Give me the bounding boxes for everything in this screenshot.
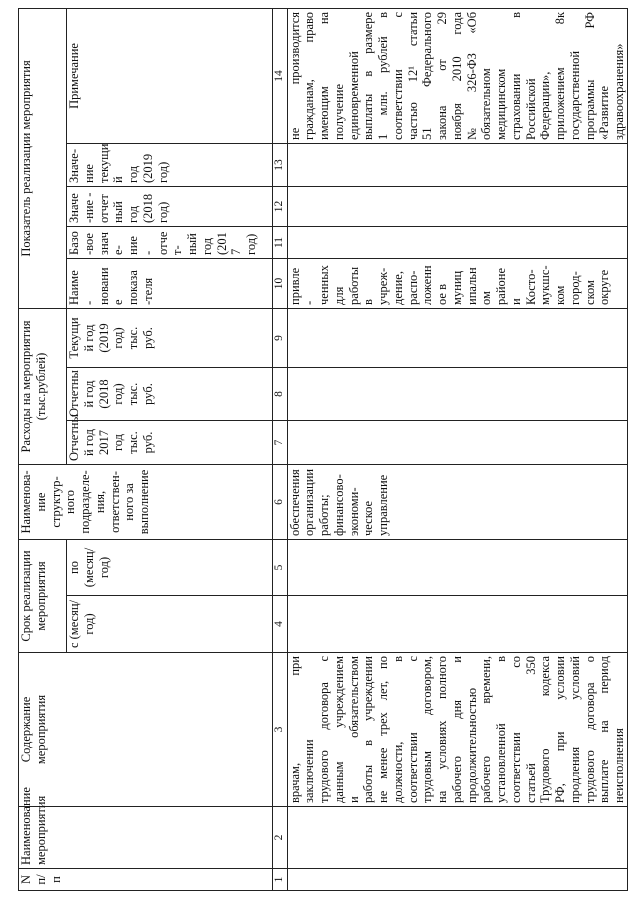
text-line: й год [81,324,96,352]
text-line: -теля [140,277,155,305]
column-number: 7 [273,420,288,464]
header-indicator-name-text [67,262,156,305]
text-line: ческое [361,500,376,536]
text-line: год) [111,327,126,349]
text-line: «Развитие [597,86,612,140]
text-line: -ние - [81,192,96,223]
text-line: (2018 [96,379,111,409]
header-value-2019-text [67,143,170,183]
cell-value-2018 [287,186,627,226]
cell-base-value [287,226,627,258]
text-line: работы в учреждении [361,656,376,803]
header-expenses-text [19,312,49,461]
text-line: Наиме [67,270,81,305]
text-line: тыс. [126,431,140,454]
cell-value-2019 [287,143,627,186]
text-line: е [111,299,126,305]
text-line: ком [553,285,568,305]
cell-responsible-unit-text [288,468,391,536]
text-line: Расходы на мероприятия [19,320,33,453]
text-line: учреж- [376,267,391,305]
text-line: статьей 350 [523,656,538,803]
header-implementation-term-text [19,543,49,649]
cell-expense-2018 [287,367,627,420]
text-line: знач [96,232,111,255]
text-line: с (месяц/ [67,599,81,649]
header-indicator-name [67,258,273,308]
column-number: 2 [273,807,288,869]
text-line: округе [597,269,612,305]
text-line: ое в [435,284,450,305]
text-line: -вое [81,233,96,255]
text-line: и обязательством [346,656,361,803]
text-line: финансово- [331,474,346,536]
text-line: (201 [214,232,229,255]
text-line: год) [244,233,258,255]
header-expense-2017 [67,414,273,464]
text-line: структур- [48,476,63,528]
text-line: здравоохранения» [612,43,627,140]
cell-expense-2019 [287,308,627,367]
header-expense-2017-text [67,414,156,461]
cell-expense-2017 [287,420,627,464]
text-line: й год [81,380,96,408]
text-line: муниц [449,270,464,305]
text-line: РФ, при условии [553,656,568,803]
text-line: на условиях полного [435,656,450,803]
text-line: мероприятия [33,694,48,765]
text-line: неисполнения [612,728,627,803]
text-line: рабочего времени, [479,656,494,803]
text-line: Наименование [19,787,33,865]
text-line: показа [126,270,140,305]
text-line: закона от 29 [435,11,450,140]
text-line: мукшс- [538,265,553,305]
text-line: выплате на период [597,656,612,803]
header-expense-2019 [67,308,273,367]
cell-number [287,869,627,891]
cell-note-text [288,12,627,140]
header-implementation-term [19,539,67,652]
text-line: ный [185,233,199,255]
text-line: Текущи [67,317,81,359]
text-line: Российской [523,78,538,140]
header-number-text [19,872,63,887]
header-indicator [19,8,67,308]
cell-measure-content-text [288,656,627,803]
column-number-row [273,8,288,890]
text-line: ние [126,236,140,255]
text-line: город- [567,271,582,305]
text-line: ском [582,280,597,305]
header-responsible-unit [19,464,273,539]
text-line: ченных [317,265,332,305]
text-line: е- [111,245,126,255]
text-line: Примечание [67,43,81,109]
text-line: подразделе- [78,470,92,534]
text-line: N [19,874,33,885]
text-line: ложенн [420,265,435,305]
column-number: 1 [273,869,288,891]
text-line: районе [494,268,509,305]
text-line: ние [33,492,48,512]
text-line: ного [63,489,78,514]
header-measure-content [19,653,273,807]
column-number: 10 [273,258,288,308]
text-line: работы; [317,494,332,536]
header-from-text [67,599,97,649]
text-line: тыс. [126,326,140,350]
text-line: Наименова- [19,470,33,534]
text-line: Базо [67,231,81,255]
cell-measure-content [287,653,627,807]
column-number: 8 [273,367,288,420]
text-line: установленной в [494,656,509,803]
text-line: программы РФ [582,11,597,140]
header-note-text [67,12,82,140]
cell-from [287,596,627,653]
column-number: 11 [273,226,288,258]
text-line: ответствен- [107,471,122,533]
text-line: врачам, при [287,656,302,803]
text-line: имеющим на получение [317,11,346,140]
text-line: Отчетны [67,414,81,461]
text-line: руб. [140,383,155,405]
column-number: 9 [273,308,288,367]
text-line: ноября 2010 года [449,11,464,140]
text-line: соответствии с [390,11,405,140]
text-line: трудового договора о [582,656,597,803]
text-line: единовременной [346,51,361,140]
text-line: соответствии со [508,656,523,803]
text-line: гражданам, право [302,11,317,140]
text-line: год [126,165,140,183]
text-line: Косто- [523,269,538,305]
text-line: Показатель реализации мероприятия [19,60,33,257]
column-number: 13 [273,143,288,186]
header-measure-name [19,787,273,869]
text-line: организации [302,468,317,536]
header-indicator-text [19,12,34,305]
text-line: Трудового кодекса [538,656,553,803]
text-line: руб. [140,431,155,454]
text-line: дение, [390,271,405,305]
header-to-text [67,543,111,592]
text-line: мероприятия [33,795,48,865]
text-line: й [111,176,126,183]
text-line: не менее трех лет, по [376,656,391,803]
cell-measure-name [287,807,627,869]
text-line: ного за [122,483,137,521]
text-line: № 326-ФЗ «Об [464,11,479,140]
text-line: новани [96,267,111,305]
text-line: ный [111,201,126,223]
cell-indicator-name [287,258,627,308]
text-line: - [140,250,155,255]
text-line: данным учреждением [331,656,346,803]
text-line: распо- [405,270,420,305]
cell-responsible-unit [287,464,627,539]
text-line: ипальн [464,267,479,305]
text-line: - [302,300,317,305]
text-line: по (месяц/ [67,547,96,588]
text-line: год) [111,383,126,405]
text-line: тыс. [126,382,140,406]
text-line: Значе- [67,148,81,183]
text-line: и [508,298,523,305]
text-line: Срок реализации [19,550,33,642]
text-line: медицинском [494,68,509,140]
text-line: для [331,286,346,305]
text-line: год) [96,556,111,579]
header-base-value-text [67,230,259,255]
text-line: год) [81,613,96,635]
text-line: мероприятия [33,561,48,631]
text-line: - [81,300,96,305]
text-line: 7 [229,248,244,255]
header-note [67,8,273,143]
text-line: текущи [96,143,111,183]
header-expenses [19,308,67,464]
measures-table [18,8,628,891]
text-line: экономи- [346,487,361,536]
text-line: ние [81,164,96,183]
text-line: в [361,299,376,305]
text-line: (2019 [140,153,155,183]
header-number [19,869,273,891]
header-expense-2018 [67,367,273,420]
column-number: 4 [273,596,288,653]
text-line: рабочего дня и [449,656,464,803]
header-measure-name-text [19,787,49,865]
text-line: 51 Федерального [420,11,435,140]
column-number: 5 [273,539,288,595]
text-line: т- [170,245,185,255]
text-line: выполнение [137,469,151,535]
text-line: страховании в [508,11,523,140]
text-line: привле [287,267,302,305]
text-line: государственной [567,50,582,140]
text-line: обеспечения [287,469,302,536]
header-expense-2019-text [67,312,156,364]
text-line: руб. [140,327,155,349]
text-line: год [199,237,214,255]
text-line: трудового договора с [317,656,332,803]
text-line: выплаты в размере [361,11,376,140]
header-to [67,539,273,595]
text-line: ния, [92,490,107,514]
text-line: отче [155,231,170,255]
text-line: должности, в [390,656,405,803]
text-line: отчет [96,194,111,223]
header-value-2019 [67,143,273,186]
header-value-2018-text [67,190,170,223]
header-value-2018 [67,186,273,226]
cell-note [287,8,627,143]
text-line: Содержание [19,696,33,763]
text-line: работы [346,266,361,305]
text-line: (2019 [96,323,111,353]
header-expense-2018-text [67,371,156,417]
column-number: 14 [273,8,288,143]
text-line: не производится [287,11,302,140]
text-line: ом [479,291,494,305]
column-number: 6 [273,464,288,539]
column-number: 3 [273,653,288,807]
text-line: й год [81,429,96,456]
header-measure-content-text [19,656,49,803]
text-line: трудовым договором, [420,656,435,803]
header-from [67,596,273,653]
cell-to [287,539,627,595]
text-line: 1 млн. рублей в [376,11,391,140]
text-line: Отчетны [67,370,81,417]
text-line: год [126,205,140,223]
text-line: продления условий [567,656,582,803]
text-line: (2018 [140,193,155,223]
text-line: год) [155,201,170,223]
cell-indicator-name-text [288,262,613,305]
text-line: приложением 8к [553,11,568,140]
text-line: управление [376,474,391,536]
text-line: п/п [33,874,63,885]
text-line: частью 12¹ статьи [405,11,420,140]
header-responsible-unit-text [19,468,152,536]
text-line: соответствии с [405,656,420,803]
text-line: 2017 год [96,429,126,455]
text-line: продолжительностью [464,687,479,803]
text-line: год) [155,161,170,183]
text-line: обязательном [479,68,494,140]
text-line: (тыс.рублей) [33,352,48,421]
table-row [287,8,627,890]
text-line: Значе [67,193,81,223]
header-base-value [67,226,273,258]
text-line: заключении [302,739,317,803]
column-number: 12 [273,186,288,226]
text-line: Федерации», [538,71,553,140]
